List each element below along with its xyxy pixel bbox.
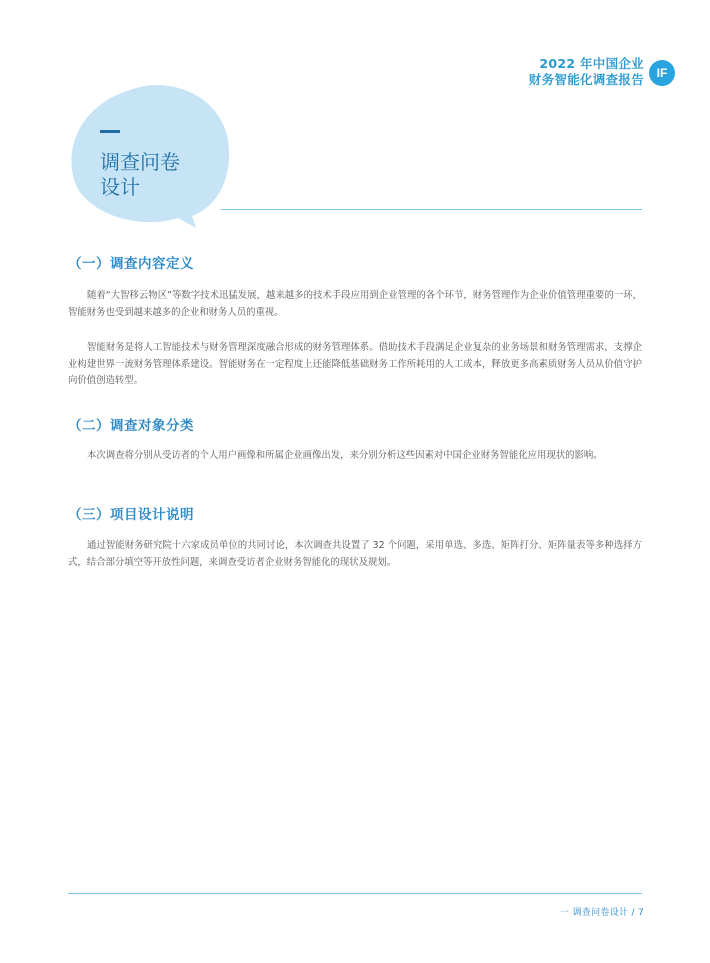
section-heading-1: （一）调查内容定义	[68, 256, 194, 272]
section-1-paragraph-1: 随着“大智移云物区”等数字技术迅猛发展，越来越多的技术手段应用到企业管理的各个环节，财务管理作为企业价值管理重要的一环，智能财务也受到越来越多的企业和财务人员的重视。	[68, 290, 642, 318]
footer-page-label: 一 调查问卷设计 / 7	[560, 908, 644, 918]
title-dash	[100, 130, 120, 133]
section-heading-3: （三）项目设计说明	[68, 507, 194, 523]
chapter-title	[100, 150, 220, 200]
chapter-title-line1: 调查问卷	[100, 150, 180, 174]
if-logo: IF	[649, 60, 675, 86]
section-1-paragraph-2: 智能财务是将人工智能技术与财务管理深度融合形成的财务管理体系。借助技术手段满足企业复杂的业务场景和财务管理需求，支撑企业构建世界一流财务管理体系建设。智能财务在一定程度上还能降低基础财务工作所耗用的人工成本，释放更多高素质财务人员从价值守护向价值创造转型。	[68, 342, 642, 386]
section-2-paragraph-1: 本次调查将分别从受访者的个人用户画像和所属企业画像出发，来分别分析这些因素对中国企业财务智能化应用现状的影响。	[87, 450, 603, 461]
hero-divider	[221, 209, 642, 210]
section-heading-2: （二）调查对象分类	[68, 418, 194, 434]
footer-divider	[68, 893, 642, 894]
report-title-line2: 财务智能化调查报告	[528, 72, 644, 87]
section-3-paragraph-1: 通过智能财务研究院十六家成员单位的共同讨论，本次调查共设置了 32 个问题，采用单选、多选、矩阵打分、矩阵量表等多种选择方式，结合部分填空等开放性问题，来调查受访者企业财务智能化的现状及规划。	[68, 540, 642, 568]
report-title-line1: 2022 年中国企业	[539, 56, 644, 71]
chapter-title-line2: 设计	[100, 175, 140, 199]
